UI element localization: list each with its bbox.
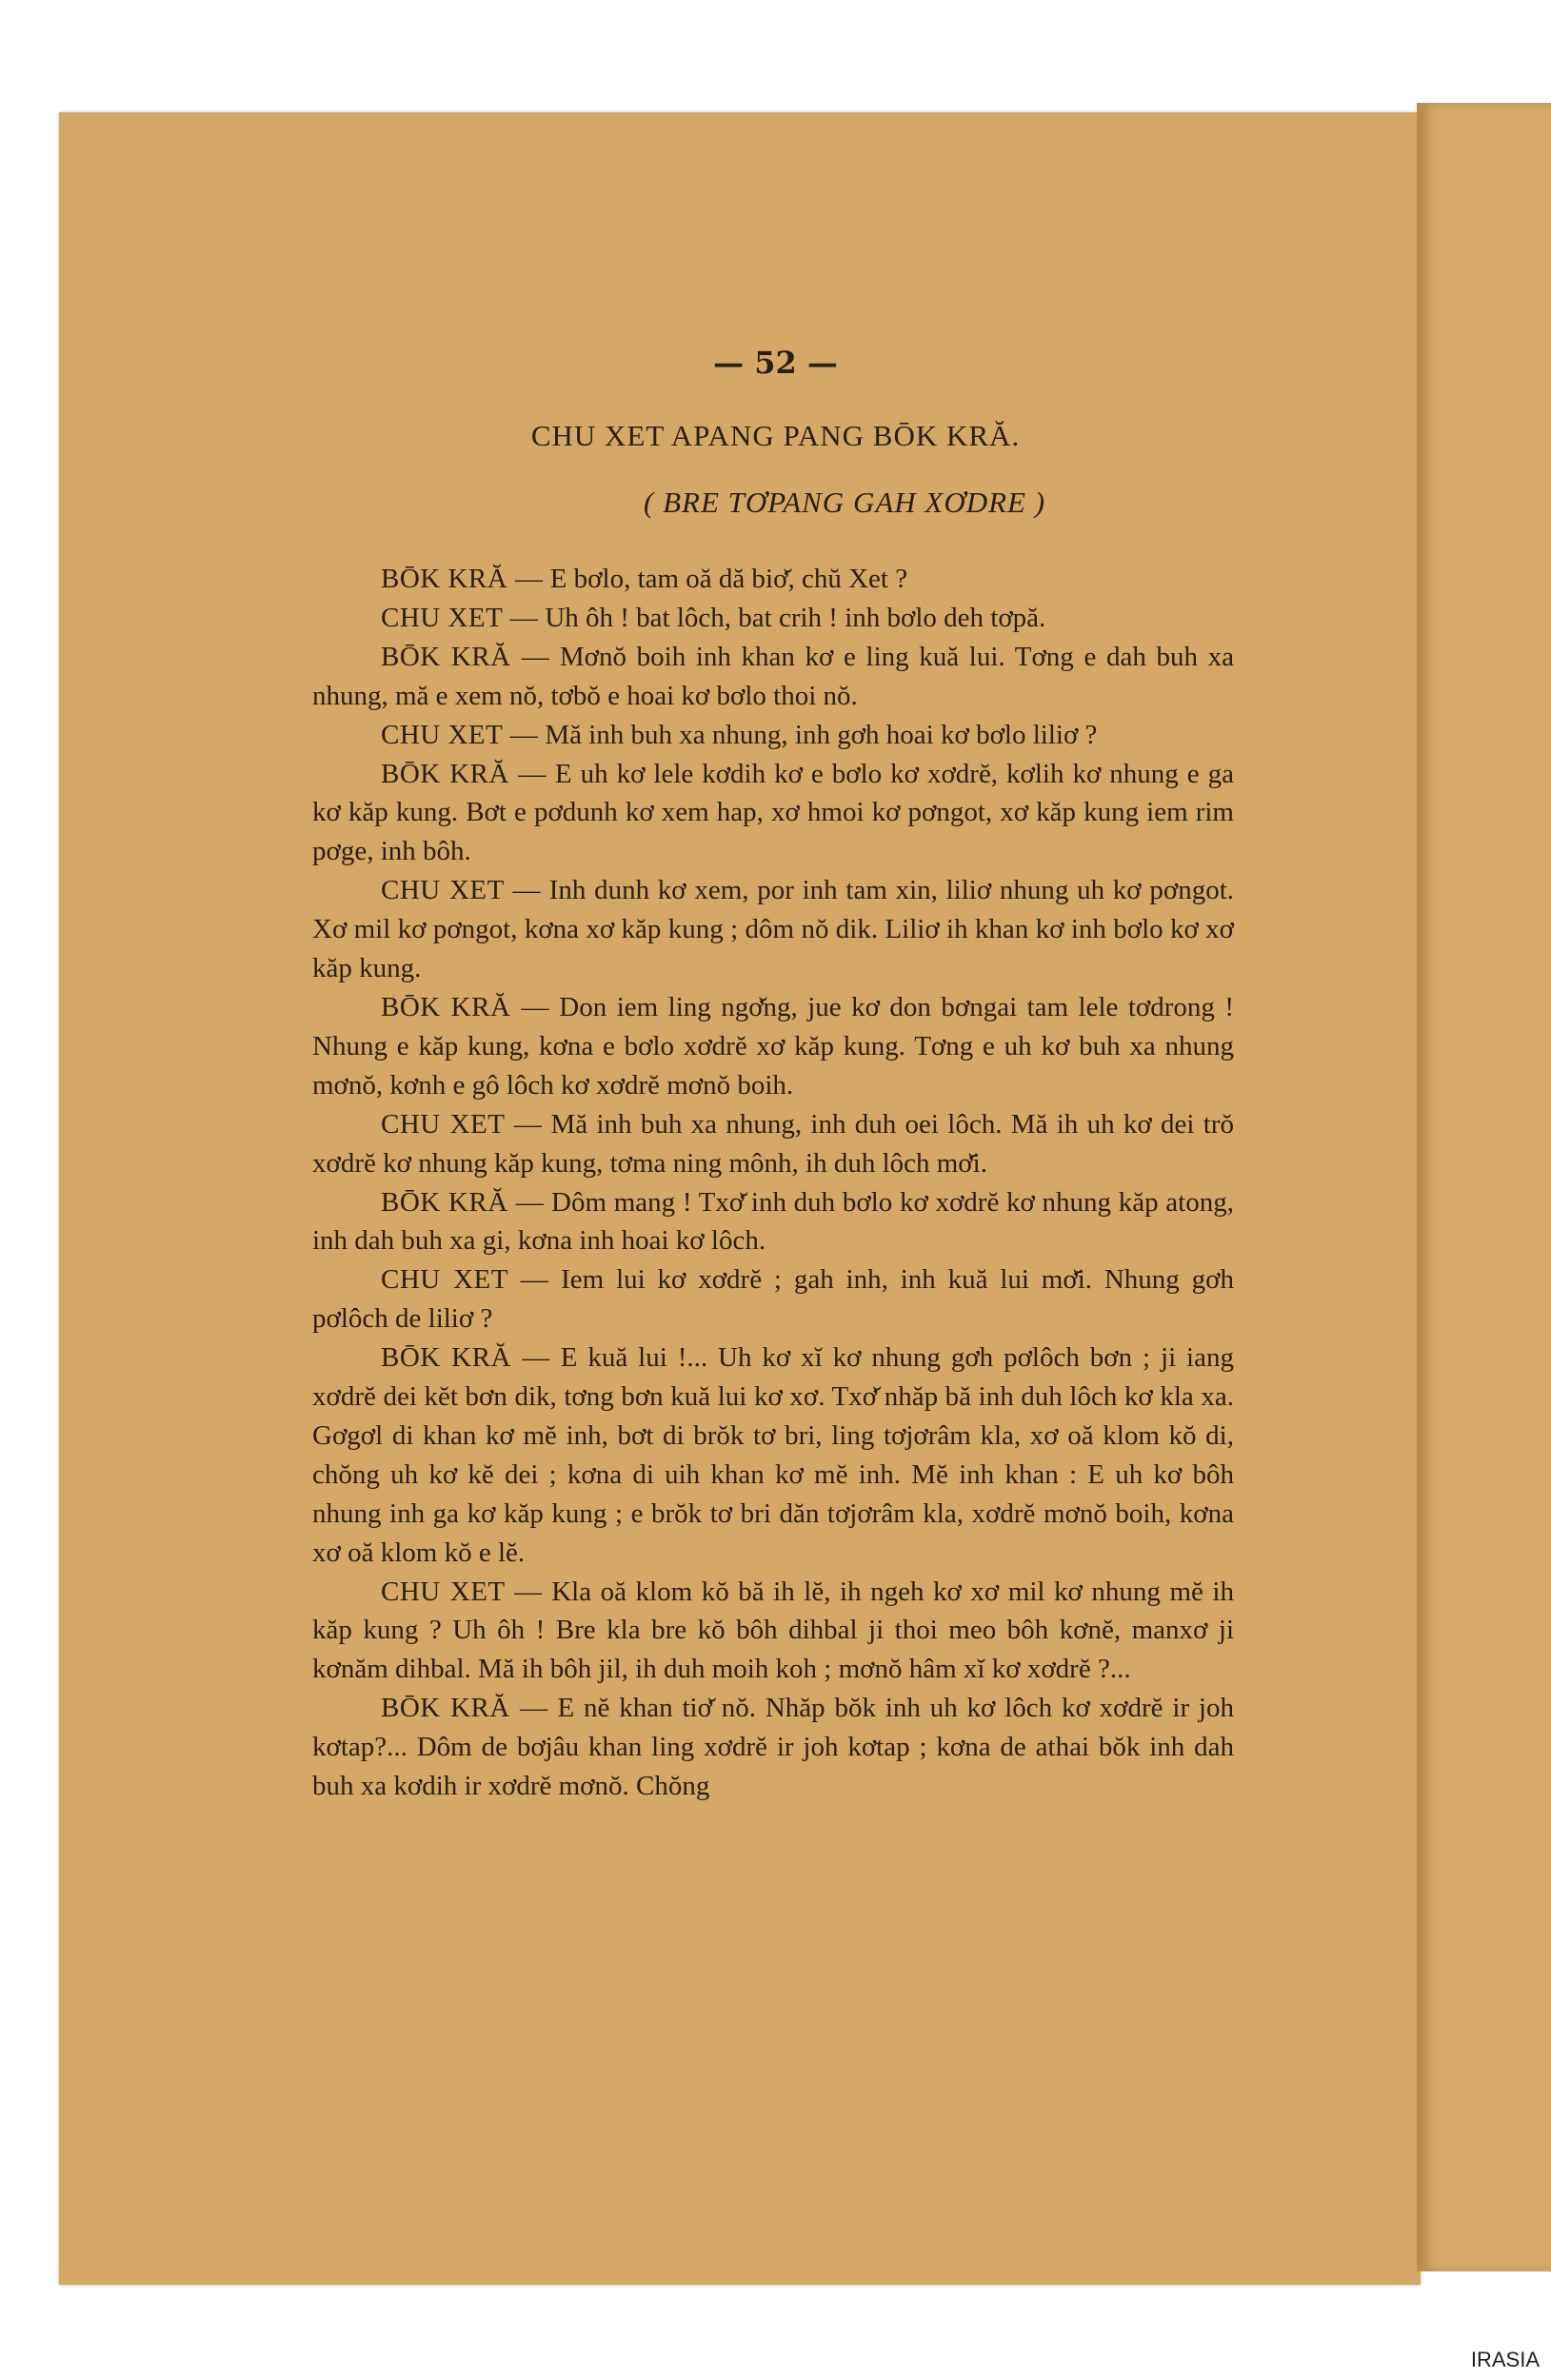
speaker-label: CHU XET — [381,602,539,633]
dialogue-paragraph [312,1689,1234,1806]
dialogue-text: Mă inh buh xa nhung, inh duh oei lôch. Mă ih uh kơ dei trŏ xơdrĕ kơ nhung kăp kung, tơma ning mônh, ih duh lôch mơ̆i. [312,1108,1235,1179]
dialogue-paragraph [312,716,1234,755]
dialogue-paragraph [312,560,1234,599]
dialogue-text: Dôm mang ! Txơ̆ inh duh bơlo kơ xơdrĕ kơ nhung kăp atong, inh dah buh xa gi, kơna inh hoai kơ lôch. [312,1186,1234,1257]
speaker-label: BŌK KRĂ — [381,564,544,594]
speaker-label: BŌK KRĂ — [381,1342,550,1374]
speaker-label: BŌK KRĂ — [381,991,549,1022]
speaker-label: CHU XET — [381,719,539,750]
dialogue-paragraph [312,1339,1234,1572]
dialogue-paragraph [312,871,1234,988]
dialogue-paragraph [312,1183,1234,1261]
speaker-label: CHU XET — [381,1264,549,1296]
irasia-watermark: IRASIA [1470,2348,1540,2371]
page-title: CHU XET APANG PANG BŌK KRĂ. [530,419,1021,452]
speaker-label: CHU XET — [381,875,542,906]
dialogue-text: Mă inh buh xa nhung, inh gơh hoai kơ bơlo liliơ ? [538,719,1098,750]
dialogue-text: E bơlo, tam oă dă biơ̆, chŭ Xet ? [543,564,908,594]
dialogue-paragraph [312,988,1234,1105]
dialogue-text: Don iem ling ngơ̆ng, jue kơ don bơngai tam lele tơdrong ! Nhung e kăp kung, kơna e bơlo xơdrĕ xơ kăp kung. Tơng e uh kơ buh xa nhung mơnŏ, kơnh e gô lôch kơ xơdrĕ mơnŏ boih. [312,991,1234,1101]
dialogue-body [312,560,1234,1806]
page-number: — 52 — [713,345,838,381]
speaker-label: BŌK KRĂ — [381,1186,545,1218]
speaker-label: BŌK KRĂ — [381,758,547,789]
dialogue-paragraph [312,755,1234,872]
speaker-label: BŌK KRĂ — [381,641,550,672]
speaker-label: BŌK KRĂ — [381,1693,548,1724]
dialogue-paragraph [312,1260,1234,1339]
page-subtitle: ( BRE TƠPANG GAH XƠDRE ) [644,486,1046,519]
dialogue-text: Uh ôh ! bat lôch, bat crih ! inh bơlo deh tơpă. [538,602,1046,633]
dialogue-paragraph [312,599,1234,638]
dialogue-text: Iem lui kơ xơdrĕ ; gah inh, inh kuă lui mơ̆i. Nhung gơh pơlôch de liliơ ? [312,1264,1234,1335]
dialogue-paragraph [312,1105,1234,1183]
speaker-label: CHU XET — [381,1576,543,1607]
speaker-label: CHU XET — [381,1108,543,1140]
dialogue-text: E kuă lui !... Uh kơ xĭ kơ nhung gơh pơlôch bơn ; ji iang xơdrĕ dei kĕt bơn dik, tơng bơn kuă lui kơ xơ. Txơ̆ nhăp bă inh duh lôch kơ kla xa. Gơgơl di khan kơ mĕ inh, bơt di brŏk tơ bri, ling tơjơrâm kla, xơ oă klom kŏ di, chŏng uh kơ kĕ dei ; kơna di uih khan kơ mĕ inh. Mĕ inh khan : E uh kơ bôh nhung inh ga kơ kăp kung ; e brŏk tơ bri dăn tơjơrâm kla, xơdrĕ mơnŏ boih, kơna xơ oă klom kŏ e lĕ. [312,1342,1234,1568]
dialogue-text: Inh dunh kơ xem, por inh tam xin, liliơ nhung uh kơ pơngot. Xơ mil kơ pơngot, kơna xơ kăp kung ; dôm nŏ dik. Liliơ ih khan kơ inh bơlo kơ xơ kăp kung. [312,875,1234,984]
dialogue-paragraph [312,1573,1234,1690]
dialogue-text: E uh kơ lele kơdih kơ e bơlo kơ xơdrĕ, kơlih kơ nhung e ga kơ kăp kung. Bơt e pơdunh kơ xem hap, xơ hmoi kơ pơngot, xơ kăp kung iem rim pơge, inh bôh. [312,758,1234,867]
dialogue-text: Kla oă klom kŏ bă ih lĕ, ih ngeh kơ xơ mil kơ nhung mĕ ih kăp kung ? Uh ôh ! Bre kla bre kŏ bôh dihbal ji thoi meo bôh kơnĕ, manxơ ji kơnăm dihbal. Mă ih bôh jil, ih duh moih koh ; mơnŏ hâm xĭ kơ xơdrĕ ?... [312,1576,1234,1685]
dialogue-paragraph [312,638,1234,716]
dialogue-text: E nĕ khan tiơ̆ nŏ. Nhăp bŏk inh uh kơ lôch kơ xơdrĕ ir joh kơtap?... Dôm de bơjâu khan ling xơdrĕ ir joh kơtap ; kơna de athai bŏk inh dah buh xa kơdih ir xơdrĕ mơnŏ. Chŏng [312,1693,1234,1802]
dialogue-text: Mơnŏ boih inh khan kơ e ling kuă lui. Tơng e dah buh xa nhung, mă e xem nŏ, tơbŏ e hoai kơ bơlo thoi nŏ. [312,641,1234,711]
